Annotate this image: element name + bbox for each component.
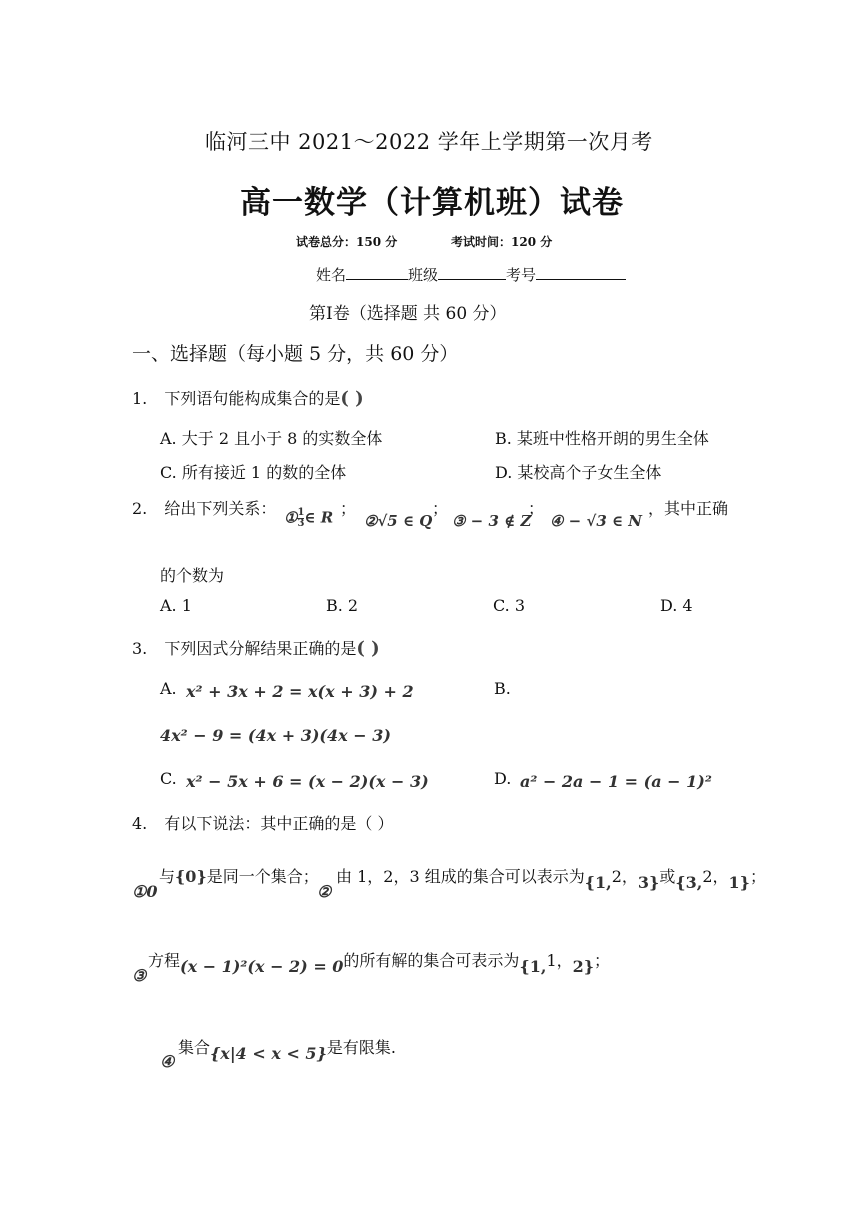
- student-info-line: [316, 264, 626, 285]
- q2-stem-tail: ，其中正确: [648, 499, 729, 518]
- q1-option-c[interactable]: C. 所有接近 1 的数的全体: [160, 463, 347, 482]
- name-label: 姓名: [316, 266, 347, 284]
- exam-subtitle: 高一数学（计算机班）试卷: [240, 185, 624, 221]
- q3-option-c-math: x² − 5x + 6 = (x − 2)(x − 3): [186, 772, 429, 791]
- exam-no-blank[interactable]: [536, 265, 626, 280]
- answer-paren: ( ): [340, 388, 364, 409]
- q2-option-a[interactable]: A. 1: [160, 596, 192, 615]
- q4-circled-3: ③: [132, 966, 147, 985]
- q4-statement-2: 由 1，2，3 组成的集合可以表示为{1,2，3}或{3,2，1}；: [336, 867, 766, 892]
- question-2: [132, 496, 276, 519]
- q4-statement-3: 方程(x − 1)²(x − 2) = 0的所有解的集合可表示为{1,1，2}；: [148, 951, 611, 976]
- answer-paren: ( ): [356, 638, 380, 659]
- q3-option-a-label[interactable]: A.: [160, 679, 177, 698]
- q2-relation-4: ④ − √3 ∈ N: [550, 512, 643, 530]
- class-blank[interactable]: [438, 265, 506, 280]
- question-number: 2.: [132, 499, 148, 518]
- q1-option-a[interactable]: A. 大于 2 且小于 8 的实数全体: [160, 429, 383, 448]
- q4-circled-4: ④: [160, 1052, 175, 1071]
- question-number: 3.: [132, 639, 148, 658]
- question-3: [132, 636, 380, 659]
- question-number: 4.: [132, 814, 148, 833]
- q1-option-b[interactable]: B. 某班中性格开朗的男生全体: [495, 429, 709, 448]
- q4-circled-2: ②: [317, 882, 332, 901]
- q2-relation-1: ① $\frac{1}{3}$ ∈ R: [284, 507, 334, 529]
- exam-no-label: 考号: [506, 266, 537, 284]
- question-stem: 下列因式分解结果正确的是: [164, 639, 357, 658]
- q3-option-d-label[interactable]: D.: [494, 769, 512, 788]
- q3-option-c-label[interactable]: C.: [160, 769, 177, 788]
- question-number: 1.: [132, 389, 148, 408]
- question-4: [132, 811, 393, 834]
- q2-relation-2: ②√5 ∈ Q: [364, 512, 433, 530]
- question-1: [132, 386, 364, 409]
- question-stem: 给出下列关系：: [164, 499, 277, 518]
- q2-sep-2: ；: [432, 499, 449, 518]
- q2-option-b[interactable]: B. 2: [326, 596, 359, 615]
- class-label: 班级: [408, 266, 439, 284]
- q2-relation-3: ③ − 3 ∉ Z: [452, 512, 532, 530]
- volume-heading: 第Ⅰ卷（选择题 共 60 分）: [309, 304, 507, 324]
- total-score: 试卷总分：150 分: [296, 235, 398, 249]
- question-stem: 有以下说法：其中正确的是（ ）: [164, 814, 394, 833]
- question-stem: 下列语句能构成集合的是: [164, 389, 341, 408]
- q3-option-a-math: x² + 3x + 2 = x(x + 3) + 2: [186, 682, 414, 701]
- q3-option-b-math: 4x² − 9 = (4x + 3)(4x − 3): [160, 726, 391, 745]
- exam-time: 考试时间：120 分: [451, 235, 553, 249]
- name-blank[interactable]: [346, 265, 408, 280]
- q2-option-d[interactable]: D. 4: [660, 596, 693, 615]
- q2-stem-continuation: 的个数为: [160, 566, 225, 585]
- q3-option-b-label[interactable]: B.: [494, 679, 511, 698]
- q4-statement-4: 集合{x|4 < x < 5}是有限集.: [178, 1038, 396, 1063]
- q4-statement-1: 与{0}是同一个集合；: [159, 867, 319, 886]
- q4-circled-1: ①0: [132, 882, 158, 901]
- q2-option-c[interactable]: C. 3: [493, 596, 526, 615]
- exam-title: 临河三中 2021～2022 学年上学期第一次月考: [205, 130, 653, 154]
- q2-sep-3: ；: [528, 499, 545, 518]
- q3-option-d-math: a² − 2a − 1 = (a − 1)²: [520, 772, 712, 791]
- q2-sep-1: ；: [340, 499, 357, 518]
- section-heading: 一、选择题（每小题 5 分，共 60 分）: [132, 343, 459, 365]
- q1-option-d[interactable]: D. 某校高个子女生全体: [495, 463, 662, 482]
